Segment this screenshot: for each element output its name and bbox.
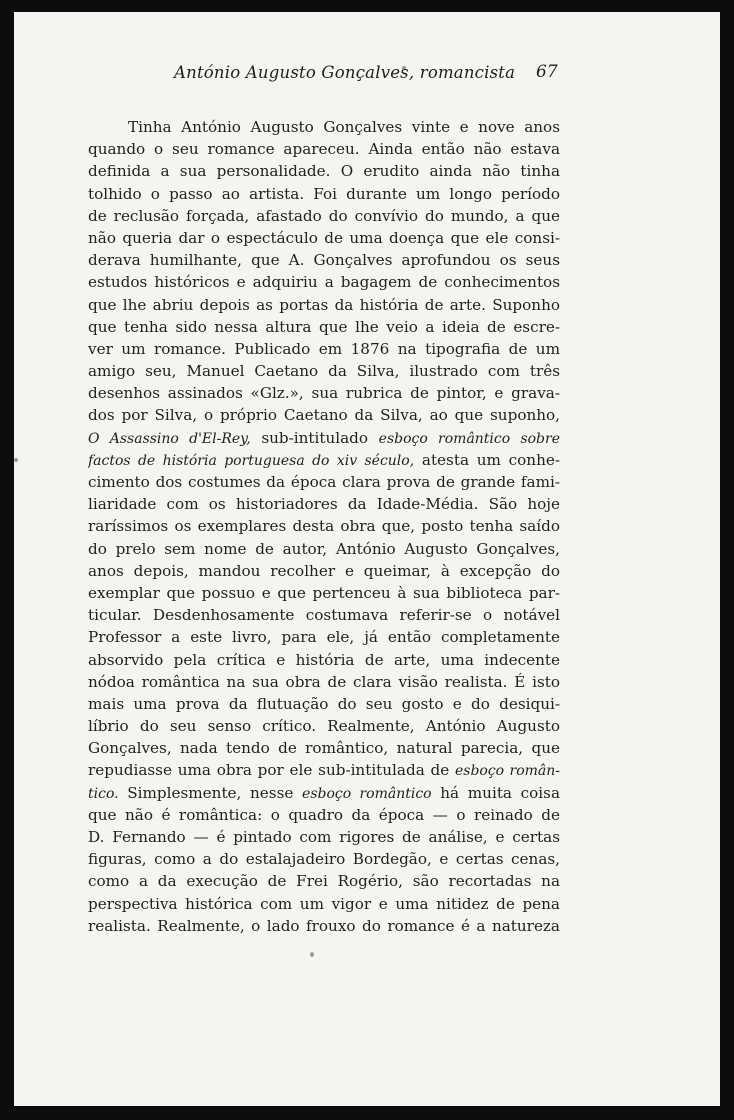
text-line: amigo seu, Manuel Caetano da Silva, ilustrado com três bbox=[88, 362, 560, 381]
page-number: 67 bbox=[536, 62, 558, 82]
text-line: definida a sua personalidade. O erudito ainda não tinha bbox=[88, 162, 560, 181]
text-line: raríssimos os exemplares desta obra que, posto tenha saído bbox=[88, 517, 560, 536]
text-line: derava humilhante, que A. Gonçalves aprofundou os seus bbox=[88, 251, 560, 270]
text-line: O Assassino d'El-Rey, sub-intitulado esboço romântico sobre bbox=[88, 428, 560, 447]
text-line: ticular. Desdenhosamente costumava referir-se o notável bbox=[88, 606, 560, 625]
subtitle-italic: tico. bbox=[88, 785, 119, 802]
subtitle-italic: esboço romântico bbox=[302, 785, 432, 802]
text-line: Tinha António Augusto Gonçalves vinte e nove anos bbox=[128, 118, 560, 136]
text-line: nódoa romântica na sua obra de clara visão realista. É isto bbox=[88, 672, 560, 691]
text-line: tolhido o passo ao artista. Foi durante um longo período bbox=[88, 184, 560, 203]
subtitle-italic: esboço romântico sobre bbox=[378, 430, 560, 447]
text-line: figuras, como a do estalajadeiro Bordegão, e certas cenas, bbox=[88, 850, 560, 869]
text-line: exemplar que possuo e que pertenceu à sua biblioteca par- bbox=[88, 583, 560, 602]
text-line: D. Fernando — é pintado com rigores de análise, e certas bbox=[88, 828, 560, 846]
text-line: Professor a este livro, para ele, já então completamente bbox=[88, 628, 560, 647]
text-line: anos depois, mandou recolher e queimar, à excepção do bbox=[88, 561, 560, 580]
text-line: absorvido pela crítica e história de arte, uma indecente bbox=[88, 650, 560, 669]
text-line: que lhe abriu depois as portas da história de arte. Suponho bbox=[88, 295, 560, 314]
book-title-italic: O Assassino d'El-Rey, bbox=[88, 430, 251, 447]
text-line: que não é romântica: o quadro da época — o reinado de bbox=[88, 805, 560, 824]
text-line: factos de história portuguesa do xiv século, atesta um conhe- bbox=[88, 450, 560, 469]
text-line: dos por Silva, o próprio Caetano da Silva, ao que suponho, bbox=[88, 406, 560, 425]
text-line: desenhos assinados «Glz.», sua rubrica de pintor, e grava- bbox=[88, 384, 560, 403]
text-line: tico. Simplesmente, nesse esboço romântico há muita coisa bbox=[88, 783, 560, 802]
text-line: líbrio do seu senso crítico. Realmente, António Augusto bbox=[88, 717, 560, 736]
text-line: estudos históricos e adquiriu a bagagem de conhecimentos bbox=[88, 273, 560, 292]
text-line: quando o seu romance apareceu. Ainda então não estava bbox=[88, 140, 560, 159]
text-line: perspectiva histórica com um vigor e uma nitidez de pena bbox=[88, 894, 560, 913]
print-speck bbox=[14, 458, 18, 462]
text-line: realista. Realmente, o lado frouxo do romance é a natureza bbox=[88, 916, 560, 935]
print-speck bbox=[310, 952, 314, 957]
text-line: repudiasse uma obra por ele sub-intitulada de esboço român- bbox=[88, 761, 560, 780]
running-head-title: António Augusto Gonçalves, romancista bbox=[174, 63, 516, 82]
text-line: do prelo sem nome de autor, António Augusto Gonçalves, bbox=[88, 539, 560, 558]
text-line: não queria dar o espectáculo de uma doença que ele consi- bbox=[88, 228, 560, 247]
text-line: liaridade com os historiadores da Idade-Média. São hoje bbox=[88, 495, 560, 514]
subtitle-italic: esboço român- bbox=[454, 763, 560, 780]
text-line: Gonçalves, nada tendo de romântico, natural parecia, que bbox=[88, 739, 560, 758]
text-line: mais uma prova da flutuação do seu gosto e do desiqui- bbox=[88, 694, 560, 713]
text-line: de reclusão forçada, afastado do convívio do mundo, a que bbox=[88, 206, 560, 225]
text-line: ver um romance. Publicado em 1876 na tipografia de um bbox=[88, 339, 560, 358]
subtitle-italic: factos de história portuguesa do xiv século, bbox=[88, 452, 415, 469]
text-line: cimento dos costumes da época clara prova de grande fami- bbox=[88, 473, 560, 491]
text-line: que tenha sido nessa altura que lhe veio a ideia de escre- bbox=[88, 317, 560, 336]
text-line: como a da execução de Frei Rogério, são recortadas na bbox=[88, 872, 560, 891]
body-paragraph bbox=[88, 116, 560, 937]
